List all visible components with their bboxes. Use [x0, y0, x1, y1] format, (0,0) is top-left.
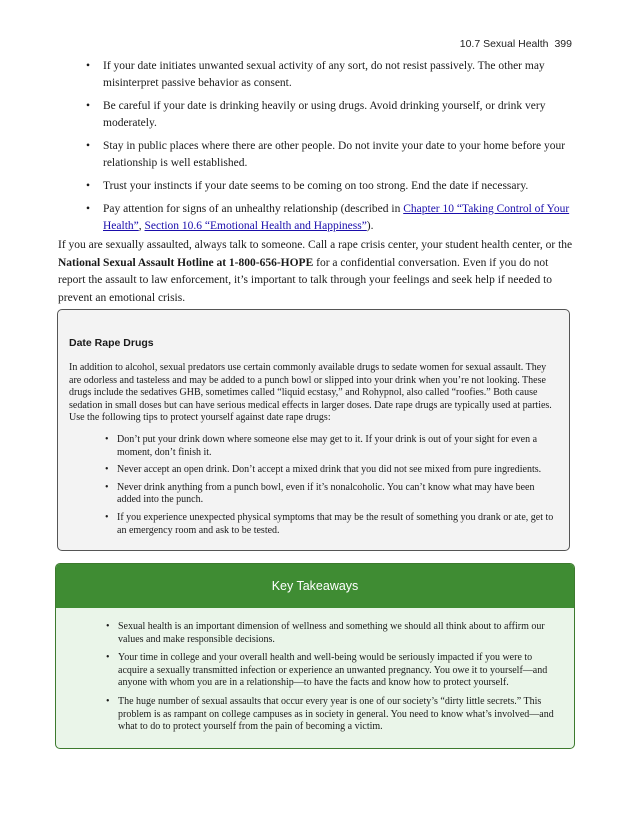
list-item: • Stay in public places where there are other people. Do not invite your date to your home before your relationship is well established.: [86, 138, 574, 172]
assault-help-paragraph: [58, 237, 574, 307]
list-item: • The huge number of sexual assaults that occur every year is one of our society’s “dirty little secrets.” This problem is as rampant on college campuses as in society in general. You need to know what’s involved—and what to do to protect yourself from the pain of becoming a victim.: [106, 696, 556, 734]
date-rape-drugs-box: [57, 309, 570, 551]
list-item: • If you experience unexpected physical symptoms that may be the result of something you drank or ate, get to an emergency room and ask to be tested.: [105, 512, 557, 537]
key-takeaways-box: [55, 563, 575, 749]
box-tips-list: [105, 434, 557, 542]
list-item: • Be careful if your date is drinking heavily or using drugs. Avoid drinking yourself, or drink very moderately.: [86, 98, 574, 132]
box-paragraph: In addition to alcohol, sexual predators use certain commonly available drugs to sedate women for sexual assault. They are odorless and tasteless and may be added to a punch bowl or slipped into your drink when you’re not looking. These drugs include the sedatives GHB, sometimes called “liquid ecstasy,” and Rohypnol, also called “roofies.” Both cause sedation in small doses but can have serious medical effects in larger doses. Date rape drugs are typically used at parties. Use the following tips to protect yourself against date rape drugs:: [69, 362, 552, 424]
list-item: [86, 201, 574, 235]
list-item: • Trust your instincts if your date seems to be coming on too strong. End the date if necessary.: [86, 178, 574, 195]
hotline-text: National Sexual Assault Hotline at 1-800-656-HOPE: [58, 256, 314, 269]
section-10-6-link[interactable]: Section 10.6 “Emotional Health and Happiness”: [144, 220, 367, 232]
paragraph-text: If you are sexually assaulted, always talk to someone. Call a rape crisis center, your student health center, or the: [58, 239, 573, 251]
header-section: 10.7 Sexual Health: [459, 38, 549, 50]
list-item-text: Pay attention for signs of an unhealthy relationship (described in: [103, 203, 404, 215]
list-item-text-end: ).: [366, 220, 374, 232]
list-item: • Sexual health is an important dimension of wellness and something we should all think about to affirm our values and make responsible decisions.: [106, 621, 556, 646]
key-takeaways-title: Key Takeaways: [56, 564, 574, 608]
list-item: • Your time in college and your overall health and well-being would be seriously impacted if you were to acquire a sexually transmitted infection or experience an unwanted pregnancy. You owe it to yourself—and anyone with whom you are in a relationship—to have the facts and know how to protect yourself.: [106, 652, 556, 690]
running-header: [460, 38, 572, 50]
list-item: • If your date initiates unwanted sexual activity of any sort, do not resist passively. The other may misinterpret passive behavior as consent.: [86, 58, 574, 92]
chapter-10-link[interactable]: Chapter 10 “Taking Control of Your Health”: [103, 203, 570, 232]
key-takeaways-list: [106, 621, 556, 740]
link-separator: ,: [138, 220, 145, 232]
list-item: • Never drink anything from a punch bowl, even if it’s nonalcoholic. You can’t know what may have been added into the punch.: [105, 482, 557, 507]
safety-tips-list: [86, 58, 574, 241]
list-item: • Never accept an open drink. Don’t accept a mixed drink that you did not see mixed from pure ingredients.: [105, 464, 557, 477]
list-item: • Don’t put your drink down where someone else may get to it. If your drink is out of your sight for even a moment, don’t finish it.: [105, 434, 557, 459]
paragraph-text-end: for a confidential conversation. Even if you do not report the assault to law enforcement, it’s important to talk through your feelings and seek help if needed to prevent an emotional crisis.: [58, 256, 553, 304]
page-number: 399: [554, 38, 572, 50]
box-title: Date Rape Drugs: [69, 337, 154, 349]
